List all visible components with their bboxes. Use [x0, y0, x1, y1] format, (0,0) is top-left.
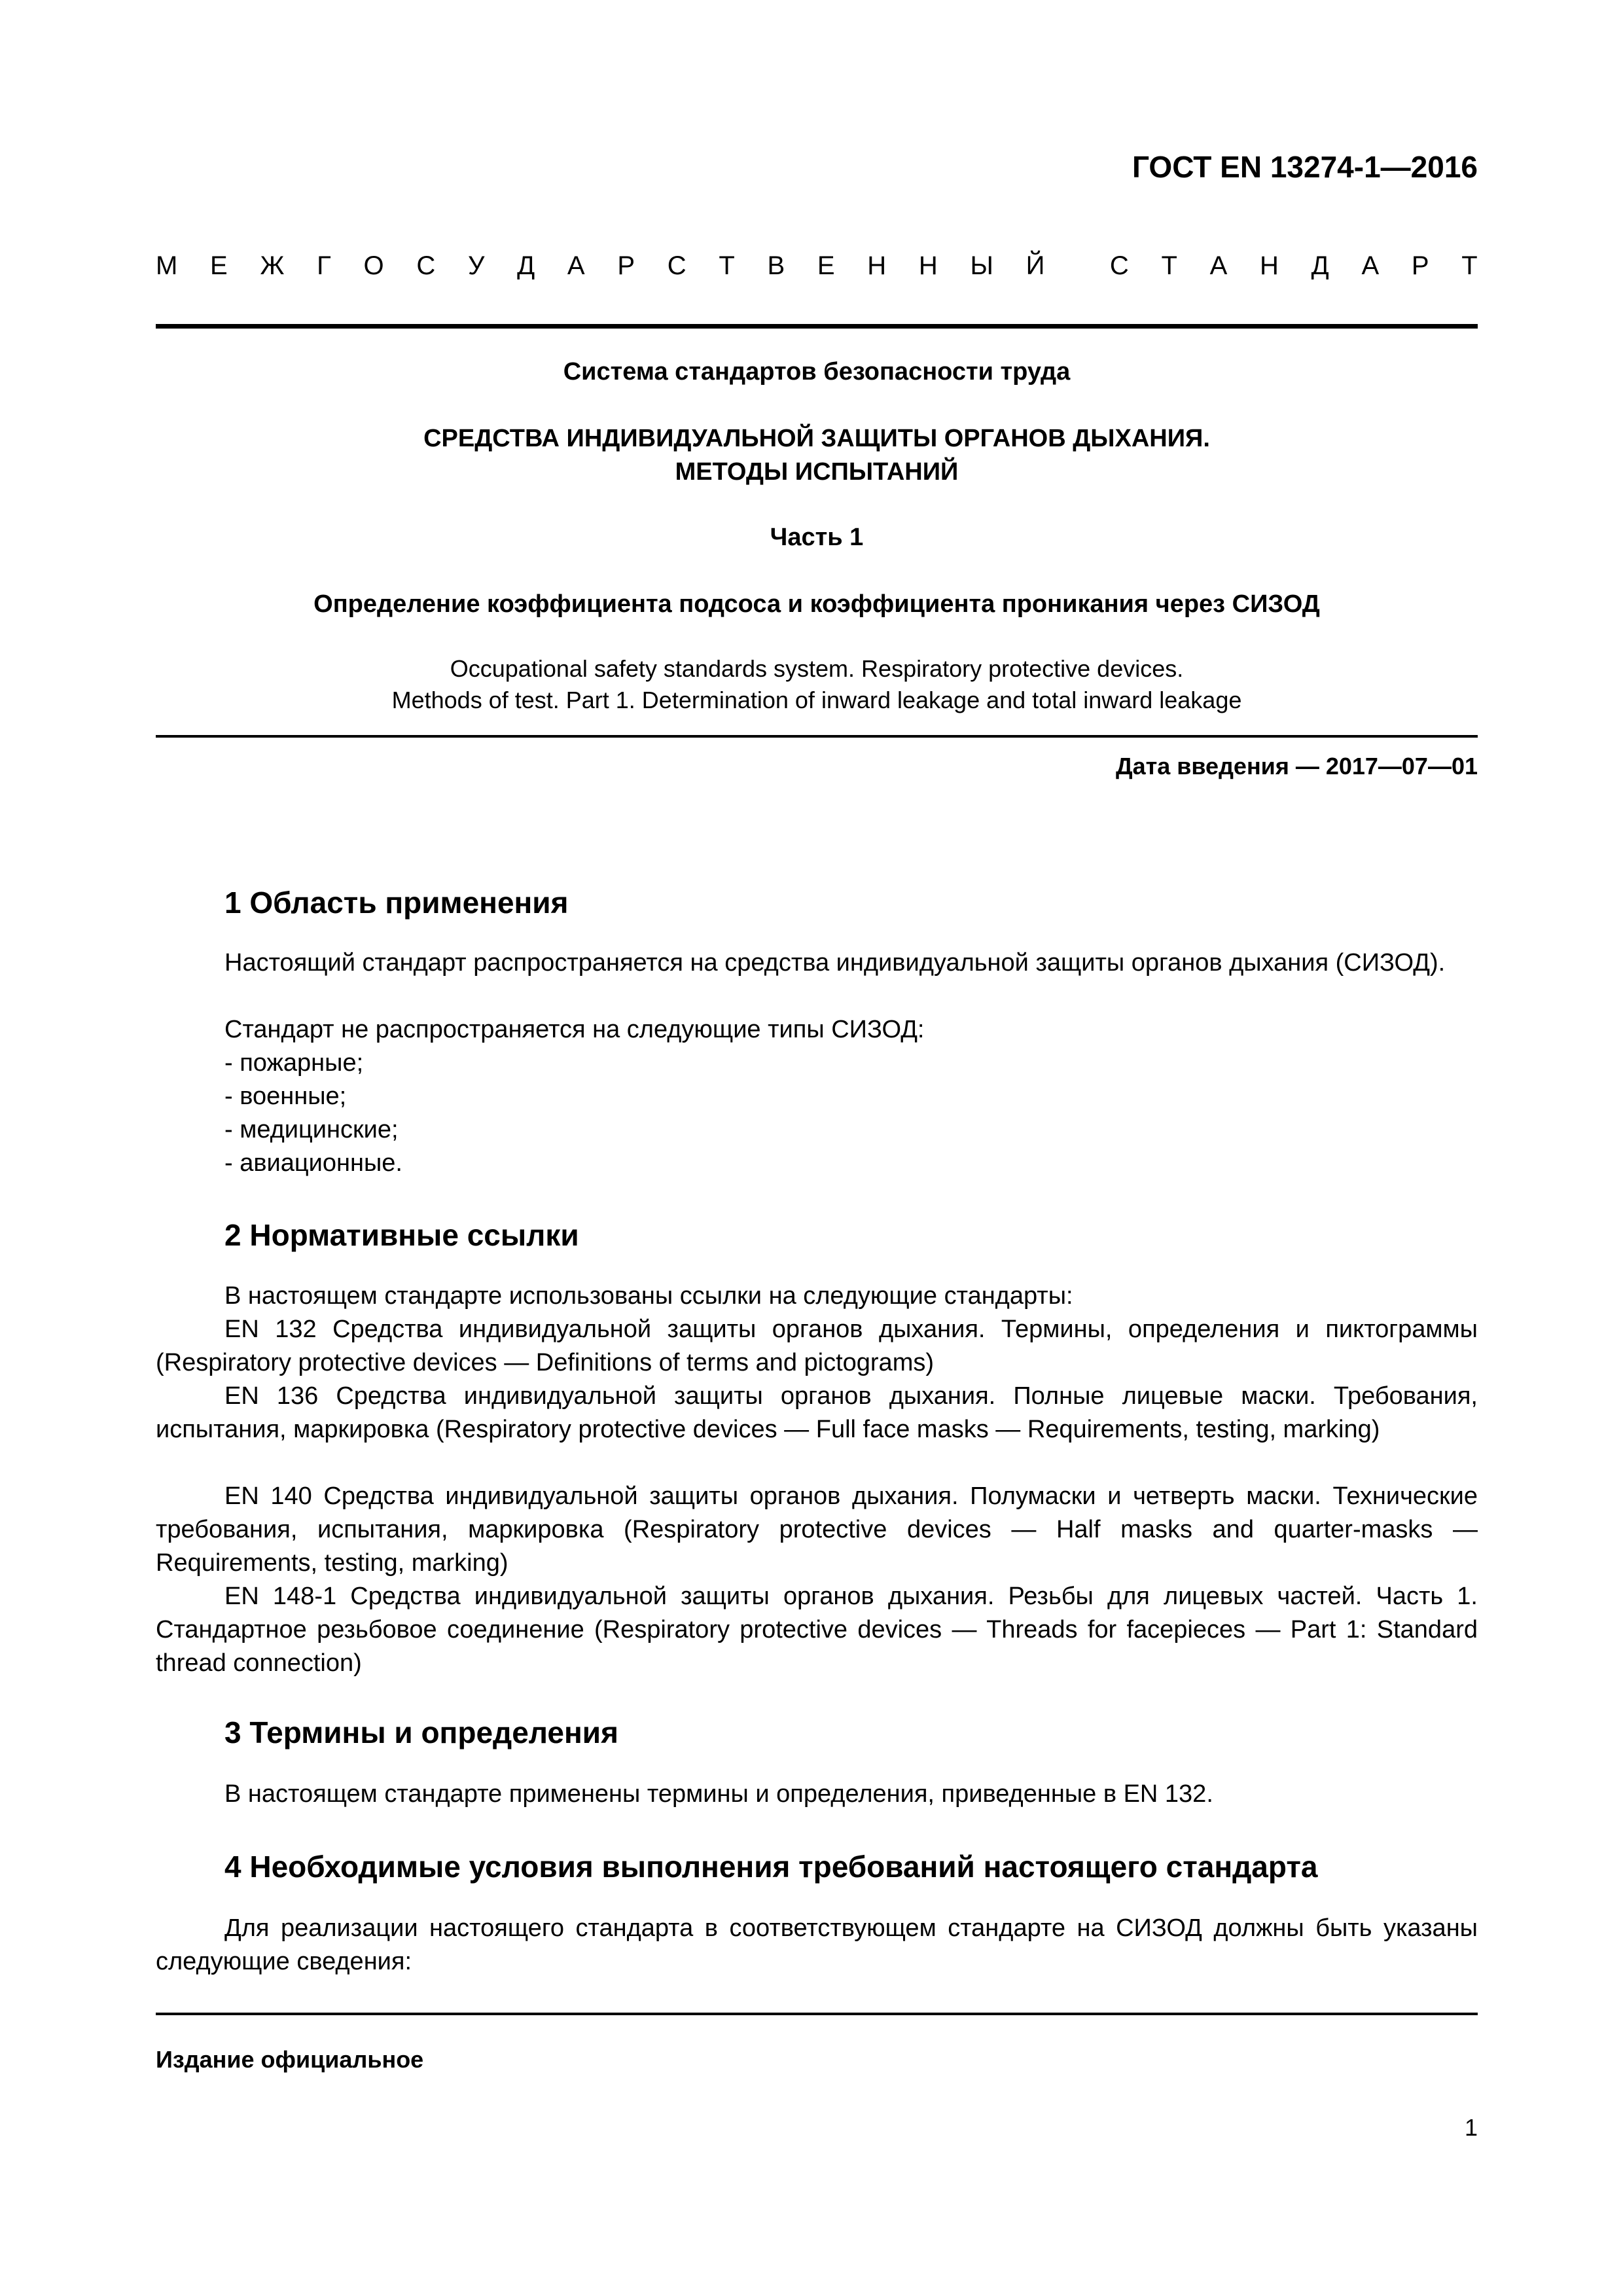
footer-rule: [156, 2013, 1478, 2015]
section-4-heading: 4 Необходимые условия выполнения требований настоящего стандарта: [224, 1850, 1318, 1884]
main-title-line2: МЕТОДЫ ИСПЫТАНИЙ: [675, 458, 959, 486]
header-rule: [156, 324, 1478, 329]
interstate-letter: Й: [1026, 251, 1045, 280]
section-2-intro: В настоящем стандарте использованы ссылки на следующие стандарты:: [224, 1282, 1073, 1310]
interstate-letter: А: [1361, 251, 1380, 280]
interstate-letter: Н: [867, 251, 887, 280]
interstate-letter: Т: [719, 251, 735, 280]
interstate-letter: Р: [1411, 251, 1429, 280]
interstate-letter: С: [416, 251, 436, 280]
reference-en-136: EN 136 Средства индивидуальной защиты органов дыхания. Полные лицевые маски. Требования, испытания, маркировка (Respiratory protective devices — Full face masks — Requirements, testing, marking): [156, 1382, 1478, 1443]
interstate-letter: С: [667, 251, 687, 280]
list-item: - медицинские;: [224, 1116, 399, 1143]
interstate-letter: М: [156, 251, 178, 280]
section-1-heading: 1 Область применения: [224, 886, 569, 920]
interstate-letter: Д: [1311, 251, 1329, 280]
main-title-line1: СРЕДСТВА ИНДИВИДУАЛЬНОЙ ЗАЩИТЫ ОРГАНОВ ДЫХАНИЯ.: [423, 425, 1210, 452]
document-code: ГОСТ EN 13274-1—2016: [1132, 150, 1478, 184]
section-1-intro: Стандарт не распространяется на следующие типы СИЗОД:: [224, 1016, 925, 1043]
reference-en-140: EN 140 Средства индивидуальной защиты органов дыхания. Полумаски и четверть маски. Технические требования, испытания, маркировка (Respiratory protective devices — Half masks and quarter-masks — Requirements, testing, marking): [156, 1482, 1478, 1577]
interstate-letter: Ы: [970, 251, 993, 280]
interstate-letter: У: [467, 251, 485, 280]
page-number: 1: [1464, 2114, 1478, 2141]
part-title: Часть 1: [770, 524, 864, 551]
subtitle: Определение коэффициента подсоса и коэффициента проникания через СИЗОД: [313, 590, 1320, 618]
interstate-letter: С: [1109, 251, 1129, 280]
reference-en-132: EN 132 Средства индивидуальной защиты органов дыхания. Термины, определения и пиктограммы (Respiratory protective devices — Definitions of terms and pictograms): [156, 1316, 1478, 1376]
interstate-letter: В: [767, 251, 785, 280]
interstate-letter: А: [1209, 251, 1228, 280]
section-2-heading: 2 Нормативные ссылки: [224, 1218, 579, 1252]
interstate-letter: А: [567, 251, 585, 280]
interstate-letter: Н: [918, 251, 938, 280]
introduction-date: Дата введения — 2017—07—01: [1115, 753, 1478, 780]
interstate-letter: Ж: [260, 251, 285, 280]
interstate-letter: О: [363, 251, 384, 280]
interstate-letter: Р: [617, 251, 635, 280]
section-1-list: [224, 1013, 925, 1180]
interstate-letter: Д: [517, 251, 535, 280]
title-rule: [156, 735, 1478, 738]
list-item: - пожарные;: [224, 1049, 364, 1077]
interstate-letter: Е: [210, 251, 228, 280]
interstate-letter: Н: [1260, 251, 1279, 280]
interstate-letter: Т: [1461, 251, 1478, 280]
interstate-letter: Т: [1161, 251, 1177, 280]
list-item: - авиационные.: [224, 1149, 402, 1177]
official-edition-note: Издание официальное: [156, 2046, 424, 2073]
list-item: - военные;: [224, 1083, 347, 1110]
interstate-letter: Е: [817, 251, 835, 280]
interstate-standard-heading: [156, 251, 1478, 281]
section-3-paragraph: В настоящем стандарте применены термины и определения, приведенные в EN 132.: [224, 1780, 1213, 1808]
reference-en-148-1: EN 148-1 Средства индивидуальной защиты органов дыхания. Резьбы для лицевых частей. Часть 1. Стандартное резьбовое соединение (Respiratory protective devices — Threads for facepieces — Part 1: Standard thread connection): [156, 1583, 1478, 1677]
section-3-heading: 3 Термины и определения: [224, 1715, 618, 1749]
system-title: Система стандартов безопасности труда: [563, 358, 1071, 386]
english-title-line2: Methods of test. Part 1. Determination of inward leakage and total inward leakage: [391, 687, 1242, 713]
interstate-letter: Г: [317, 251, 331, 280]
section-4-paragraph: Для реализации настоящего стандарта в соответствующем стандарте на СИЗОД должны быть указаны следующие сведения:: [156, 1914, 1478, 1975]
english-title-line1: Occupational safety standards system. Respiratory protective devices.: [450, 655, 1184, 682]
section-1-paragraph: Настоящий стандарт распространяется на средства индивидуальной защиты органов дыхания (СИЗОД).: [224, 949, 1446, 977]
